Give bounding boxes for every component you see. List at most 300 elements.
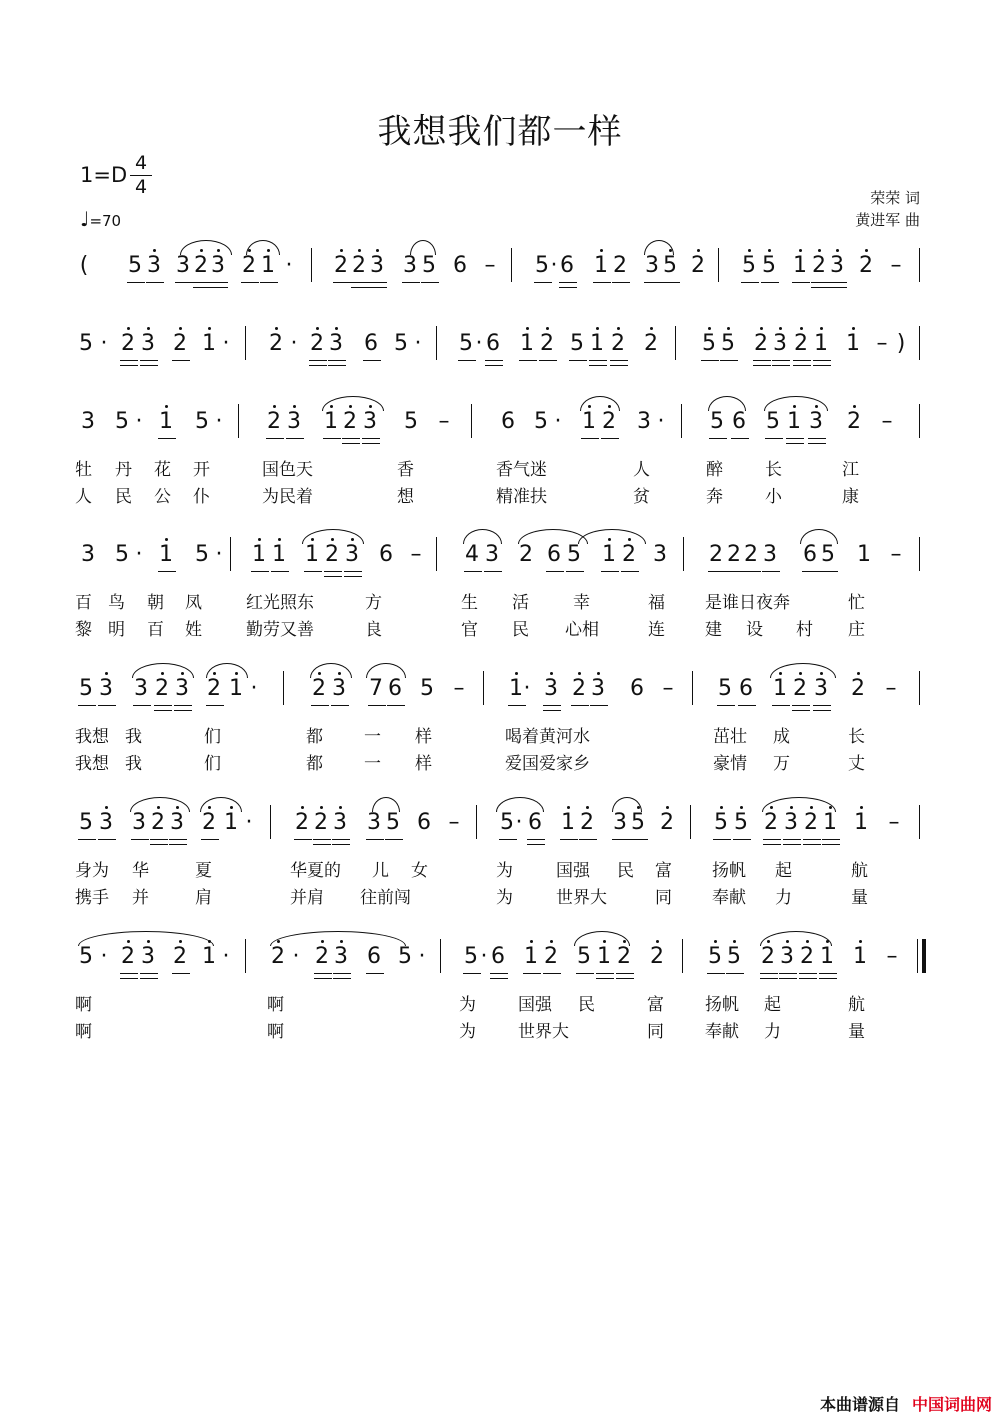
underline-eighth (362, 438, 380, 439)
octave-dot-upper (275, 327, 278, 330)
lyric-text: 公 (154, 487, 171, 507)
score-note: 6 (417, 810, 431, 835)
score-note: 2 (709, 542, 723, 567)
lyric-text: 民 (617, 861, 634, 881)
octave-dot-upper (708, 327, 711, 330)
underline-eighth (333, 973, 351, 974)
score-note: 3 (591, 676, 605, 701)
score-note: – (453, 676, 465, 701)
score-note: 5 (79, 944, 93, 969)
underline-eighth (193, 282, 211, 283)
lyric-text: 贫 (633, 487, 650, 507)
score-note: 2 (761, 944, 775, 969)
key-signature: 1=D (80, 163, 128, 187)
score-note: 2 (580, 810, 594, 835)
score-note: 1 (853, 944, 867, 969)
octave-dot-upper (546, 327, 549, 330)
underline-eighth (311, 705, 329, 706)
underline-sixteenth (753, 365, 771, 366)
octave-dot-upper (105, 806, 108, 809)
lyric-text: 想 (397, 487, 414, 507)
score-note: 6 (547, 542, 561, 567)
score-note: 5 (195, 409, 209, 434)
underline-sixteenth (333, 978, 351, 979)
lyric-text: 官 (461, 620, 478, 640)
lyric-text: 啊 (75, 995, 92, 1015)
underline-eighth (366, 973, 384, 974)
score-note: 2 (617, 944, 631, 969)
lyric-text: 福 (648, 593, 665, 613)
barline (476, 805, 477, 839)
barline (919, 326, 920, 360)
score-note: 6 (364, 331, 378, 356)
octave-dot-upper (127, 327, 130, 330)
lyric-text: 啊 (267, 1022, 284, 1042)
octave-dot-upper (799, 249, 802, 252)
lyric-text: 奉献 (705, 1022, 739, 1042)
underline-sixteenth (150, 844, 168, 845)
final-barline (922, 939, 926, 973)
score-note: · (414, 331, 422, 356)
underline-eighth (593, 282, 611, 283)
score-note: 1 (582, 409, 596, 434)
lyric-text: 方 (365, 593, 382, 613)
score-note: 2 (544, 944, 558, 969)
underline-sixteenth (819, 978, 837, 979)
score-note: 2 (602, 409, 616, 434)
underline-eighth (131, 839, 149, 840)
score-note: 1 (597, 944, 611, 969)
score-note: 1 (520, 331, 534, 356)
lyric-text: 一 (364, 754, 381, 774)
octave-dot-upper (656, 940, 659, 943)
underline-sixteenth (813, 710, 831, 711)
lyric-text: 民 (115, 487, 132, 507)
underline-sixteenth (808, 443, 826, 444)
underline-eighth (140, 360, 158, 361)
underline-eighth (366, 839, 384, 840)
underline-sixteenth (490, 978, 508, 979)
slur (708, 396, 746, 411)
underline-sixteenth (813, 365, 831, 366)
slur (180, 240, 232, 255)
score-note: 2 (812, 253, 826, 278)
lyric-text: 康 (842, 487, 859, 507)
underline-eighth (829, 282, 847, 283)
underline-eighth (146, 282, 164, 283)
barline (245, 326, 246, 360)
score-note: 6 (453, 253, 467, 278)
score-note: 3 (485, 542, 499, 567)
octave-dot-upper (147, 327, 150, 330)
underline-eighth (175, 282, 193, 283)
score-note: 3 (333, 810, 347, 835)
octave-dot-upper (165, 405, 168, 408)
score-note: 6 (486, 331, 500, 356)
score-note: 2 (691, 253, 705, 278)
barline (270, 805, 271, 839)
octave-dot-upper (376, 249, 379, 252)
score-note: 2 (859, 253, 873, 278)
score-note: 3 (81, 409, 95, 434)
lyric-text: 夏 (195, 861, 212, 881)
underline-eighth (783, 839, 801, 840)
octave-dot-upper (578, 672, 581, 675)
lyric-text: 奔 (706, 487, 723, 507)
score-note: · (135, 409, 143, 434)
score-note: 5 (404, 409, 418, 434)
underline-eighth (720, 360, 738, 361)
underline-eighth (779, 973, 797, 974)
slur (130, 797, 190, 812)
lyric-text: 黎 (75, 620, 92, 640)
underline-eighth (158, 571, 176, 572)
octave-dot-upper (320, 806, 323, 809)
underline-eighth (616, 973, 634, 974)
score-note: 6 (803, 542, 817, 567)
lyric-text: 香气迷 (496, 460, 547, 480)
underline-eighth (421, 282, 439, 283)
score-note: 3 (544, 676, 558, 701)
octave-dot-upper (860, 806, 863, 809)
underline-sixteenth (332, 844, 350, 845)
lyric-text: 为 (496, 888, 513, 908)
underline-eighth (120, 360, 138, 361)
score-note: 1 (590, 331, 604, 356)
score-note: · (222, 944, 230, 969)
underline-sixteenth (174, 710, 192, 711)
underline-sixteenth (210, 287, 228, 288)
underline-eighth (210, 282, 228, 283)
underline-eighth (731, 438, 749, 439)
barline (917, 939, 918, 973)
score-note: 1 (594, 253, 608, 278)
octave-dot-upper (853, 405, 856, 408)
underline-eighth (802, 571, 820, 572)
underline-eighth (811, 282, 829, 283)
underline-eighth (534, 282, 552, 283)
underline-eighth (314, 973, 332, 974)
underline-sixteenth (772, 365, 790, 366)
lyric-text: 姓 (185, 620, 202, 640)
underline-sixteenth (792, 710, 810, 711)
underline-eighth (527, 839, 545, 840)
lyric-text: 扬帆 (712, 861, 746, 881)
lyric-text: 样 (415, 727, 432, 747)
slur (770, 663, 836, 678)
lyric-text: 良 (365, 620, 382, 640)
underline-eighth (630, 839, 648, 840)
underline-eighth (786, 438, 804, 439)
score-note: 1 (823, 810, 837, 835)
underline-eighth (485, 360, 503, 361)
underline-eighth (271, 571, 289, 572)
score-note: 3 (613, 810, 627, 835)
score-note: 3 (287, 409, 301, 434)
underline-sixteenth (811, 287, 829, 288)
score-note: 1 (602, 542, 616, 567)
underline-eighth (820, 571, 838, 572)
underline-eighth (612, 839, 630, 840)
underline-eighth (464, 571, 482, 572)
octave-dot-upper (859, 940, 862, 943)
lyric-text: 华 (132, 861, 149, 881)
slur (496, 797, 544, 812)
score-note: 2 (644, 331, 658, 356)
underline-sixteenth (803, 844, 821, 845)
score-note: · (480, 944, 488, 969)
score-note: · (554, 409, 562, 434)
underline-eighth (385, 839, 403, 840)
barline (919, 805, 920, 839)
song-title: 我想我们都一样 (377, 112, 623, 152)
underline-eighth (158, 438, 176, 439)
score-note: 5 (79, 676, 93, 701)
barline (511, 248, 512, 282)
underline-eighth (333, 282, 351, 283)
slur (302, 529, 364, 544)
lyric-text: 仆 (193, 487, 210, 507)
slur (132, 663, 194, 678)
score-note: 3 (134, 676, 148, 701)
lyric-text: 红光照东 (246, 593, 314, 613)
underline-eighth (402, 282, 420, 283)
lyric-text: 明 (108, 620, 125, 640)
octave-dot-upper (818, 249, 821, 252)
score-note: · (550, 253, 558, 278)
score-note: 3 (141, 944, 155, 969)
underline-eighth (78, 705, 96, 706)
underline-eighth (576, 973, 594, 974)
underline-eighth (251, 571, 269, 572)
underline-eighth (813, 705, 831, 706)
score-note: 5 (708, 944, 722, 969)
score-note: 1 (857, 542, 871, 567)
underline-sixteenth (169, 844, 187, 845)
underline-eighth (738, 705, 756, 706)
lyric-text: 鸟 (108, 593, 125, 613)
score-note: 6 (379, 542, 393, 567)
underline-eighth (612, 282, 630, 283)
lyric-text: 我 (125, 754, 142, 774)
lyric-text: 世界大 (518, 1022, 569, 1042)
octave-dot-upper (515, 672, 518, 675)
score-note: 1 (820, 944, 834, 969)
lyric-text: 并肩 (290, 888, 324, 908)
underline-eighth (323, 438, 341, 439)
score-note: 5 (195, 542, 209, 567)
underline-eighth (717, 705, 735, 706)
lyric-text: 朝 (147, 593, 164, 613)
octave-dot-upper (293, 405, 296, 408)
lyric-text: 人 (633, 460, 650, 480)
underline-eighth (662, 282, 680, 283)
octave-dot-upper (530, 940, 533, 943)
score-note: 2 (847, 409, 861, 434)
footer-source (820, 1392, 992, 1415)
barline (682, 939, 683, 973)
lyric-text: 香 (397, 460, 414, 480)
underline-eighth (351, 282, 369, 283)
slur (574, 931, 630, 946)
score-note: 5 (663, 253, 677, 278)
score-note: 1 (787, 409, 801, 434)
underline-eighth (369, 282, 387, 283)
score-note: – (890, 542, 902, 567)
slur (760, 931, 832, 946)
lyric-text: 同 (647, 1022, 664, 1042)
lyric-text: 忙 (848, 593, 865, 613)
underline-sixteenth (610, 365, 628, 366)
score-note: 3 (345, 542, 359, 567)
score-note: 5 (459, 331, 473, 356)
octave-dot-upper (316, 327, 319, 330)
score-note: – (484, 253, 496, 278)
underline-sixteenth (596, 978, 614, 979)
score-note: ( (79, 253, 89, 278)
score-note: 3 (780, 944, 794, 969)
underline-eighth (581, 438, 599, 439)
score-note: 1 (305, 542, 319, 567)
underline-eighth (743, 571, 761, 572)
lyric-text: 力 (775, 888, 792, 908)
lyric-text: 为 (459, 1022, 476, 1042)
lyric-text: 小 (765, 487, 782, 507)
underline-eighth (344, 571, 362, 572)
octave-dot-upper (586, 806, 589, 809)
tempo-value: =70 (89, 212, 122, 230)
octave-dot-upper (768, 249, 771, 252)
score-note: 3 (403, 253, 417, 278)
slur (612, 797, 642, 812)
underline-eighth (313, 839, 331, 840)
score-note: 6 (630, 676, 644, 701)
octave-dot-upper (720, 806, 723, 809)
score-note: 3 (334, 944, 348, 969)
score-note: 1 (814, 331, 828, 356)
score-note: 5 (727, 944, 741, 969)
octave-dot-upper (335, 327, 338, 330)
underline-eighth (726, 571, 744, 572)
underline-eighth (803, 839, 821, 840)
score-note: 2 (793, 676, 807, 701)
score-note: 5 (386, 810, 400, 835)
underline-sixteenth (193, 287, 211, 288)
score-note: 3 (773, 331, 787, 356)
underline-sixteenth (313, 844, 331, 845)
score-note: 2 (660, 810, 674, 835)
score-note: 5 (577, 944, 591, 969)
score-note: 3 (814, 676, 828, 701)
score-note: 3 (176, 253, 190, 278)
score-note: 2 (754, 331, 768, 356)
lyric-text: 村 (796, 620, 813, 640)
barline (436, 326, 437, 360)
slur (580, 396, 620, 411)
underline-eighth (822, 839, 840, 840)
lyric-text: 勤劳又善 (246, 620, 314, 640)
underline-eighth (140, 973, 158, 974)
underline-eighth (260, 282, 278, 283)
score-note: · (250, 676, 258, 701)
underline-sixteenth (760, 978, 778, 979)
score-note: · (657, 409, 665, 434)
score-note: 5 (631, 810, 645, 835)
score-note: 6 (560, 253, 574, 278)
score-note: 2 (611, 331, 625, 356)
lyric-text: 为民着 (262, 487, 313, 507)
score-note: 2 (202, 810, 216, 835)
underline-eighth (206, 705, 224, 706)
underline-eighth (772, 705, 790, 706)
underline-eighth (733, 839, 751, 840)
score-note: 6 (528, 810, 542, 835)
octave-dot-upper (278, 538, 281, 541)
lyric-text: 儿 (372, 861, 389, 881)
octave-dot-upper (153, 249, 156, 252)
lyric-text: 人 (75, 487, 92, 507)
lyric-text: 扬帆 (705, 995, 739, 1015)
lyric-text: 幸 (573, 593, 590, 613)
score-note: – (448, 810, 460, 835)
score-note: 3 (367, 810, 381, 835)
underline-eighth (589, 360, 607, 361)
underline-sixteenth (120, 978, 138, 979)
time-signature-bottom: 4 (134, 176, 148, 198)
underline-eighth (707, 973, 725, 974)
underline-eighth (709, 438, 727, 439)
score-note: 5 (710, 409, 724, 434)
score-note: 5 (394, 331, 408, 356)
score-note: · (285, 253, 293, 278)
underline-sixteenth (362, 443, 380, 444)
octave-dot-upper (760, 327, 763, 330)
underline-eighth (133, 705, 151, 706)
score-note: 2 (343, 409, 357, 434)
score-note: 5 (718, 676, 732, 701)
underline-sixteenth (616, 978, 634, 979)
score-note: – (876, 331, 888, 356)
lyric-text: 精准扶 (496, 487, 547, 507)
score-note: 2 (800, 944, 814, 969)
lyric-text: 为 (496, 861, 513, 881)
score-note: 4 (465, 542, 479, 567)
lyric-text: 航 (851, 861, 868, 881)
lyric-text: 江 (842, 460, 859, 480)
octave-dot-upper (526, 327, 529, 330)
lyric-text: 我想 (75, 727, 109, 747)
score-note: – (885, 676, 897, 701)
underline-eighth (98, 705, 116, 706)
lyric-text: 女 (411, 861, 428, 881)
barline (692, 671, 693, 705)
underline-eighth (458, 360, 476, 361)
lyric-text: 开 (193, 460, 210, 480)
score-note: 5 (702, 331, 716, 356)
score-note: 2 (764, 810, 778, 835)
score-note: · (515, 810, 523, 835)
underline-eighth (294, 839, 312, 840)
score-note: 3 (329, 331, 343, 356)
octave-dot-upper (165, 538, 168, 541)
score-note: 1 (561, 810, 575, 835)
score-note: 3 (830, 253, 844, 278)
underline-sixteenth (314, 978, 332, 979)
lyric-text: 茁壮 (713, 727, 747, 747)
score-note: 2 (315, 944, 329, 969)
score-note: 3 (653, 542, 667, 567)
quarter-note-icon: ♩ (80, 207, 90, 231)
